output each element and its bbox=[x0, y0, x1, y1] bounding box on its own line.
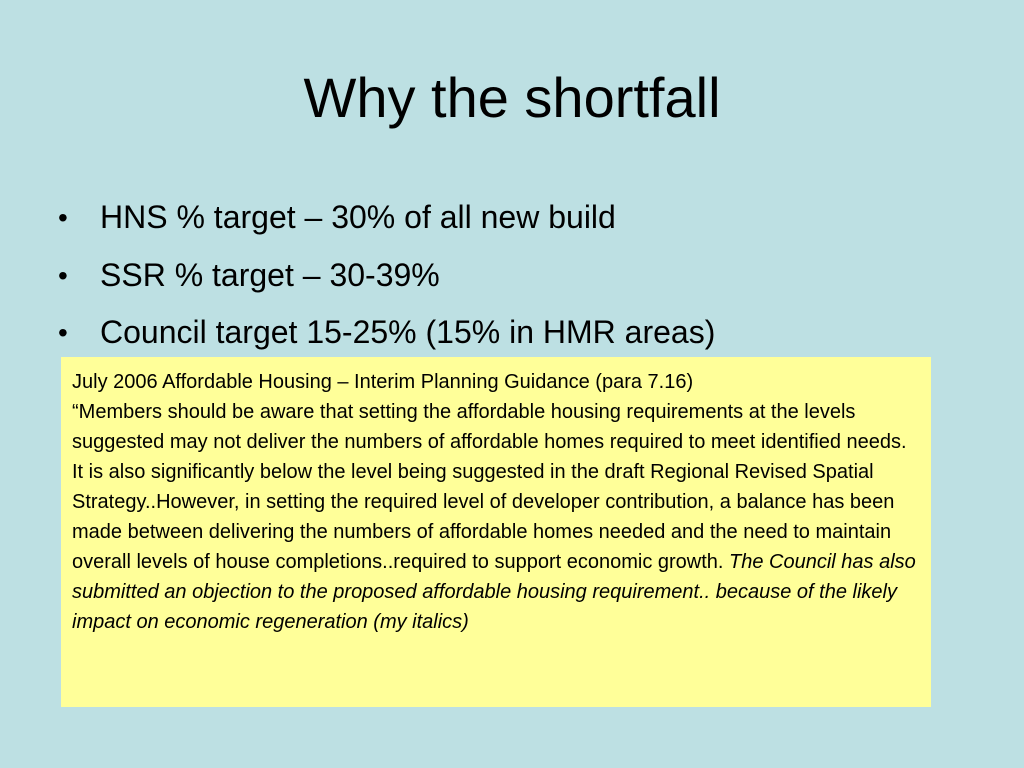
slide-title: Why the shortfall bbox=[303, 66, 721, 129]
quote-body: “Members should be aware that setting the affordable housing requirements at the levels suggested may not deliver the numbers of affordable homes required to meet identified needs. It is also significantly below the level being suggested in the draft Regional Revised Spatial Strategy..However, in setting the required level of developer contribution, a balance has been made between delivering the numbers of affordable homes needed and the need to maintain overall levels of house completions..required to support economic growth. bbox=[72, 401, 907, 573]
bullet-text: Council target 15-25% (15% in HMR areas) bbox=[100, 314, 716, 350]
bullet-item bbox=[58, 247, 715, 305]
quote-italic-text: The Council has also submitted an objection to the proposed affordable housing requirement.. because of the likely impact on economic regeneration (my italics) bbox=[72, 551, 916, 633]
bullet-item bbox=[58, 189, 715, 247]
bullet-text: SSR % target – 30-39% bbox=[100, 256, 440, 293]
quote-text bbox=[72, 397, 921, 637]
bullet-item bbox=[58, 304, 715, 362]
bullet-icon: • bbox=[58, 259, 68, 291]
quote-box bbox=[61, 357, 931, 707]
bullet-icon: • bbox=[58, 317, 68, 348]
bullet-text: HNS % target – 30% of all new build bbox=[100, 199, 616, 235]
bullet-icon: • bbox=[58, 202, 68, 233]
bullet-list bbox=[58, 189, 715, 362]
quote-heading: July 2006 Affordable Housing – Interim Planning Guidance (para 7.16) bbox=[72, 371, 694, 393]
